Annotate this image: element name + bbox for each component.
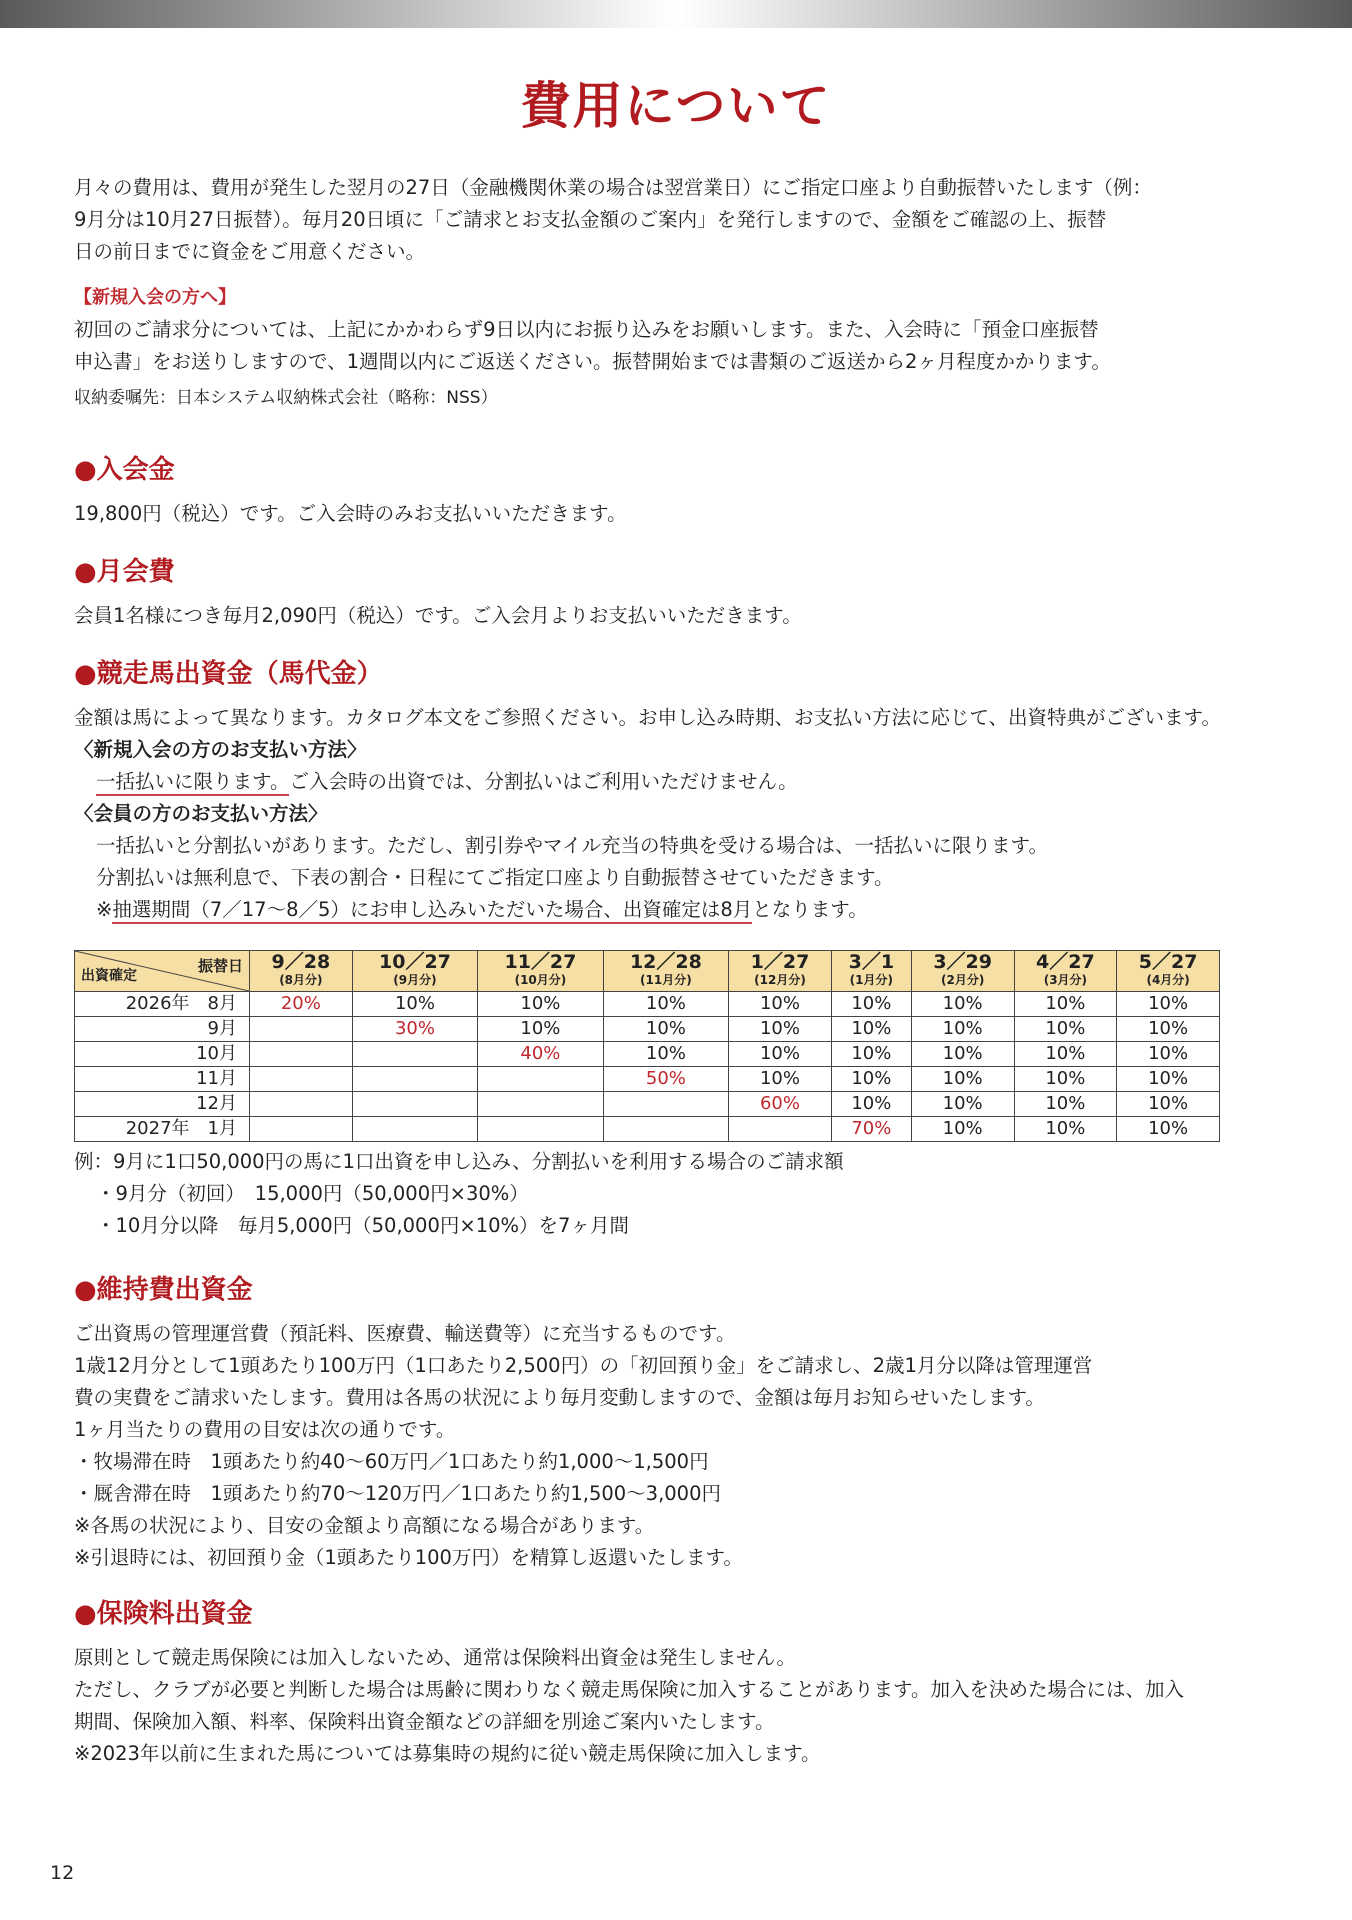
monthly-fee-text: 会員1名様につき毎月2,090円（税込）です。ご入会月よりお支払いいただきます。 (74, 604, 802, 627)
table-cell (478, 1117, 603, 1142)
corner-transfer-date-label: 振替日 (197, 957, 243, 975)
lottery-note (74, 894, 1224, 926)
column-header: 10／27 (9月分) (352, 951, 477, 992)
new-member-label: 【新規入会の方へ】 (74, 287, 236, 308)
page-number: 12 (50, 1862, 75, 1884)
insurance-line: 期間、保険加入額、料率、保険料出資金額などの詳細を別途ご案内いたします。 (74, 1710, 775, 1733)
installment-unavailable-text: ご入会時の出資では、分割払いはご利用いただけません。 (289, 770, 798, 793)
table-cell: 10% (1117, 1117, 1220, 1142)
row-label: 12月 (75, 1092, 250, 1117)
table-cell (478, 1067, 603, 1092)
table-cell: 10% (1014, 1067, 1117, 1092)
table-corner-cell (75, 951, 250, 992)
insurance-line: ※2023年以前に生まれた馬については募集時の規約に従い競走馬保険に加入します。 (74, 1742, 821, 1765)
column-header: 1／27 (12月分) (729, 951, 832, 992)
insurance-line: 原則として競走馬保険には加入しないため、通常は保険料出資金は発生しません。 (74, 1646, 796, 1669)
maintenance-heading: ●維持費出資金 (74, 1275, 253, 1305)
member-payment-line: 一括払いと分割払いがあります。ただし、割引券やマイル充当の特典を受ける場合は、一括払いに限ります。 (96, 834, 1048, 857)
table-cell: 10% (1117, 1092, 1220, 1117)
note-mark: ※ (96, 898, 113, 921)
table-cell: 30% (352, 1017, 477, 1042)
column-header: 3／29 (2月分) (911, 951, 1014, 992)
maintenance-line: ・厩舎滞在時 1頭あたり約70〜120万円／1口あたり約1,500〜3,000円 (74, 1482, 721, 1505)
intro-line: 9月分は10月27日振替）。毎月20日頃に「ご請求とお支払金額のご案内」を発行しますので、金額をご確認の上、振替 (74, 208, 1107, 231)
table-cell: 10% (831, 1017, 911, 1042)
table-cell: 10% (729, 992, 832, 1017)
lottery-period-text: 抽選期間（7／17〜8／5）にお申し込みいただいた場合、出資確定は8月 (112, 898, 752, 924)
example-line: ・10月分以降 毎月5,000円（50,000円×10%）を7ヶ月間 (96, 1214, 629, 1237)
table-cell (478, 1092, 603, 1117)
table-cell: 10% (911, 1067, 1014, 1092)
table-cell: 10% (1117, 1017, 1220, 1042)
table-cell (352, 1067, 477, 1092)
entry-fee-heading: ●入会金 (74, 455, 175, 485)
table-cell: 10% (1117, 992, 1220, 1017)
top-gradient-bar (0, 0, 1352, 28)
member-payment-line: 分割払いは無利息で、下表の割合・日程にてご指定口座より自動振替させていただきます。 (96, 866, 894, 889)
corner-confirm-label: 出資確定 (81, 968, 137, 984)
column-header: 5／27 (4月分) (1117, 951, 1220, 992)
maintenance-line: ・牧場滞在時 1頭あたり約40〜60万円／1口あたり約1,000〜1,500円 (74, 1450, 709, 1473)
table-cell: 60% (729, 1092, 832, 1117)
intro-line: 日の前日までに資金をご用意ください。 (74, 240, 426, 263)
maintenance-line: ※引退時には、初回預り金（1頭あたり100万円）を精算し返還いたします。 (74, 1546, 743, 1569)
new-member-payment-heading: 〈新規入会の方のお支払い方法〉 (74, 738, 367, 761)
table-cell: 10% (603, 1017, 728, 1042)
table-cell: 10% (911, 1042, 1014, 1067)
maintenance-line: 1ヶ月当たりの費用の目安は次の通りです。 (74, 1418, 456, 1441)
table-cell: 10% (1014, 992, 1117, 1017)
table-row (75, 1117, 1220, 1142)
table-body (75, 992, 1220, 1142)
insurance-line: ただし、クラブが必要と判断した場合は馬齢に関わりなく競走馬保険に加入することがあります。加入を決めた場合には、加入 (74, 1678, 1184, 1701)
table-cell: 10% (1014, 1092, 1117, 1117)
table-header-row (75, 951, 1220, 992)
table-cell (250, 1042, 353, 1067)
table-cell: 10% (1014, 1117, 1117, 1142)
table-cell: 10% (478, 1017, 603, 1042)
table-row (75, 1067, 1220, 1092)
example-line: ・9月分（初回） 15,000円（50,000円×30%） (96, 1182, 529, 1205)
lump-sum-only-text: 一括払いに限ります。 (96, 770, 289, 796)
maintenance-line: 1歳12月分として1頭あたり100万円（1口あたり2,500円）の「初回預り金」をご請求し、2歳1月分以降は管理運営 (74, 1354, 1093, 1377)
page-content (74, 172, 1224, 1770)
table-cell: 10% (1117, 1042, 1220, 1067)
table-cell: 10% (911, 1017, 1014, 1042)
table-cell: 10% (729, 1042, 832, 1067)
entry-fee-text: 19,800円（税込）です。ご入会時のみお支払いいただきます。 (74, 502, 627, 525)
table-cell: 10% (831, 1042, 911, 1067)
row-label: 9月 (75, 1017, 250, 1042)
table-cell (603, 1092, 728, 1117)
table-cell (352, 1042, 477, 1067)
column-header: 11／27 (10月分) (478, 951, 603, 992)
table-cell: 10% (911, 992, 1014, 1017)
row-label: 2026年 8月 (75, 992, 250, 1017)
table-cell: 10% (911, 1117, 1014, 1142)
table-cell: 10% (831, 1092, 911, 1117)
row-label: 11月 (75, 1067, 250, 1092)
table-row (75, 992, 1220, 1017)
table-cell: 10% (352, 992, 477, 1017)
table-cell (352, 1117, 477, 1142)
table-cell (250, 1092, 353, 1117)
table-cell: 10% (1014, 1042, 1117, 1067)
column-header: 4／27 (3月分) (1014, 951, 1117, 992)
table-cell (603, 1117, 728, 1142)
table-cell: 10% (729, 1067, 832, 1092)
column-header: 12／28 (11月分) (603, 951, 728, 992)
table-cell: 70% (831, 1117, 911, 1142)
column-header: 9／28 (8月分) (250, 951, 353, 992)
note-tail: となります。 (752, 898, 868, 921)
table-row (75, 1017, 1220, 1042)
table-cell: 10% (478, 992, 603, 1017)
table-cell: 40% (478, 1042, 603, 1067)
installment-schedule-table (74, 950, 1220, 1142)
horse-fee-line: 金額は馬によって異なります。カタログ本文をご参照ください。お申し込み時期、お支払い方法に応じて、出資特典がございます。 (74, 706, 1221, 729)
table-cell (250, 1067, 353, 1092)
page-title: 費用について (520, 77, 832, 135)
table-cell: 10% (603, 992, 728, 1017)
monthly-fee-heading: ●月会費 (74, 557, 175, 587)
table-cell (250, 1117, 353, 1142)
table-cell: 10% (831, 1067, 911, 1092)
table-cell: 10% (1014, 1017, 1117, 1042)
table-cell: 10% (1117, 1067, 1220, 1092)
intro-line: 月々の費用は、費用が発生した翌月の27日（金融機関休業の場合は翌営業日）にご指定口座より自動振替いたします（例： (74, 176, 1152, 199)
table-cell: 20% (250, 992, 353, 1017)
row-label: 10月 (75, 1042, 250, 1067)
table-row (75, 1042, 1220, 1067)
table-cell (250, 1017, 353, 1042)
table-cell: 10% (603, 1042, 728, 1067)
table-cell (729, 1117, 832, 1142)
example-line: 例：9月に1口50,000円の馬に1口出資を申し込み、分割払いを利用する場合のご請求額 (74, 1150, 844, 1173)
table-row (75, 1092, 1220, 1117)
table-cell: 10% (911, 1092, 1014, 1117)
table-cell: 10% (729, 1017, 832, 1042)
insurance-heading: ●保険料出資金 (74, 1599, 253, 1629)
maintenance-line: 費の実費をご請求いたします。費用は各馬の状況により毎月変動しますので、金額は毎月お知らせいたします。 (74, 1386, 1045, 1409)
table-cell (352, 1092, 477, 1117)
maintenance-line: ※各馬の状況により、目安の金額より高額になる場合があります。 (74, 1514, 655, 1537)
table-cell: 10% (831, 992, 911, 1017)
new-member-payment-text (74, 766, 1224, 798)
table-cell: 50% (603, 1067, 728, 1092)
member-payment-heading: 〈会員の方のお支払い方法〉 (74, 802, 328, 825)
column-header: 3／1 (1月分) (831, 951, 911, 992)
new-member-line: 申込書」をお送りしますので、1週間以内にご返送ください。振替開始までは書類のご返送から2ヶ月程度かかります。 (74, 350, 1111, 373)
maintenance-line: ご出資馬の管理運営費（預託料、医療費、輸送費等）に充当するものです。 (74, 1322, 736, 1345)
horse-fee-heading: ●競走馬出資金（馬代金） (74, 659, 383, 689)
new-member-line: 初回のご請求分については、上記にかかわらず9日以内にお振り込みをお願いします。また、入会時に「預金口座振替 (74, 318, 1099, 341)
collector-note: 収納委嘱先：日本システム収納株式会社（略称：NSS） (74, 388, 498, 408)
row-label: 2027年 1月 (75, 1117, 250, 1142)
